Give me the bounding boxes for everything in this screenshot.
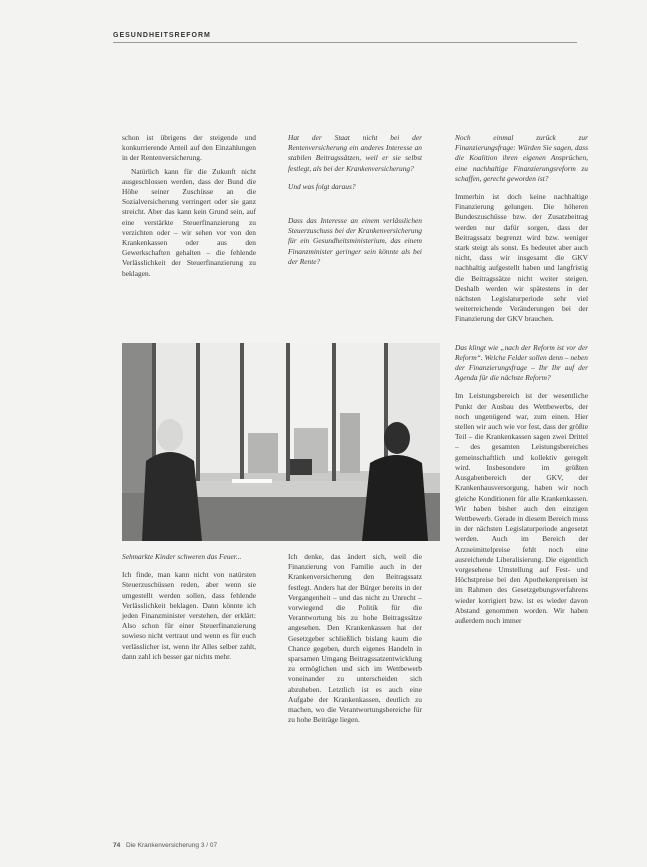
publication-name: Die Krankenversicherung 3 / 07 <box>126 842 218 849</box>
interview-question: Dass das Interesse an einem verlässlichen Steuerzuschuss bei der Krankenversicherung für ein Gesundheitsministerium, das einem Finanzminister geringer sein könnte als bei der Rente? <box>288 216 422 266</box>
interview-photo <box>122 343 440 541</box>
column-2-top <box>288 133 422 270</box>
interview-answer: Ich finde, man kann nicht von natürsten Steuerzuschüssen reden, aber wenn sie umgestellt werden sollen, dass fehlende Verlässlichkeit beklagen. Dann könnte ich jeden Finanzminister verstehen, der erklärt: Also schon für einer Steuerfinanzierung sowieso nicht vertraut und wenn es für euch verlässlicher ist, wenn ihr Alles selber zahlt, dann zahl ich besser gar nichts mehr. <box>122 570 256 661</box>
page-number: 74 <box>113 842 121 849</box>
section-label: GESUNDHEITSREFORM <box>113 32 211 39</box>
photo-illustration <box>122 343 440 541</box>
page-footer <box>113 842 217 849</box>
column-2-bottom <box>288 552 422 728</box>
interview-question: Noch einmal zurück zur Finanzierungsfrage: Würden Sie sagen, dass die Koalition ihren eigenen Ansprüchen, eine nachhaltige Finanzierungsreform zu schaffen, gerecht geworden ist? <box>455 133 588 183</box>
interview-question: Das klingt wie „nach der Reform ist vor der Reform“. Welche Felder sollen denn – neben der Finanzierungsfrage – Ihr Ihr auf der Agenda für die nächste Reform? <box>455 342 588 383</box>
interview-answer: Immerhin ist doch keine nachhaltige Finanzierung gelungen. Die höheren Bundeszuschüsse bzw. der Zusatzbeitrag werden nur dafür sorgen, dass der Beitragssatz begrenzt wird bzw. weniger stark steigt als sonst. Es bedeutet aber auch nicht, dass wir insgesamt die GKV nachhaltig aufgestellt haben und langfristig die Beitragssätze nicht weiter steigen. Deshalb werden wir spätestens in der nächsten Legislaturperiode sehr viel weiterreichende Veränderungen bei der Finanzierung der GKV brauchen. <box>455 192 588 324</box>
paragraph: schon ist übrigens der steigende und konkurrierende Anteil auf den Einzahlungen in der Rentenversicherung. <box>122 133 256 163</box>
interview-question: Hat der Staat nicht bei der Rentenversicherung ein anderes Interesse an stabilen Beitragssätzen, weil er sie selbst festlegt, als bei der Krankenversicherung? <box>288 133 422 173</box>
interview-question: Und was folgt daraus? <box>288 181 356 191</box>
paragraph: Natürlich kann für die Zukunft nicht ausgeschlossen werden, dass der Bund die Höhe seiner Zuschüsse an die Sozialversicherung verringert oder sie ganz streicht. Aber das kann kein Grund sein, auf eine verstärkte Steuerfinanzierung zu verzichten oder – wir sehen vor von den Krankenkassen oder aus den Gewerkschaften gehalten – die fehlende Verlässlichkeit der Steuerfinanzierung zu beklagen. <box>122 166 256 278</box>
column-1-bottom <box>122 552 256 665</box>
interview-question: Sehmarkte Kinder schweren das Feuer... <box>122 552 242 561</box>
interview-answer: Ich denke, das ändert sich, weil die Finanzierung von Familie auch in der Krankenversicherung den Beitragssatz festlegt. Anders hat der Bürger bereits in der Vergangenheit – und das nicht zu Unrecht – vorwiegend die Politik für die Verantwortung bis zu hohe Beitragssätze angesehen. Den Krankenkassen hat der Gesetzgeber schließlich bislang kaum die Chance gegeben, durch eigenes Handeln in sparsamen Umgang Beitragssatzentwicklung zu ermöglichen und sich im Wettbewerb voneinander zu unterscheiden sich abzuheben. Letztlich ist es auch eine Aufgabe der Krankenkassen, deutlich zu machen, wo die Verantwortungsbereiche für zu hohe Beiträge liegen. <box>288 552 422 725</box>
column-3 <box>455 133 588 629</box>
interview-answer: Im Leistungsbereich ist der wesentliche Punkt der Ausbau des Wettbewerbs, der noch ungenügend war, zum einen. Hier stellen wir auch wie vor fest, dass der größte Teil – die Krankenkassen sagen zwei Drittel – des gesamten Leistungsbereiches gemeinschaftlich und kollektiv geregelt wird. Insbesondere im größten Ausgabenbereich der GKV, der Krankenhausversorgung, haben wir noch gleiche Konditionen für alle Krankenkassen. Wir haben bisher auch den einzigen Wettbewerb. Gerade in diesem Bereich muss in der nächsten Legislaturperiode angesetzt werden. Auch im Bereich der Arzneimittelpreise fehlt noch eine ausreichende Liberalisierung. Die eigentlich vorgesehene Umstellung auf Fest- und Höchstpreise bei den Apothekenpreisen ist im Rahmen des Gesetzgebungsverfahrens wieder korrigiert bzw. ist es wieder davon Abstand genommen worden. Wir haben außerdem noch immer <box>455 391 588 625</box>
column-1-top <box>122 133 256 282</box>
header-rule <box>113 42 577 43</box>
